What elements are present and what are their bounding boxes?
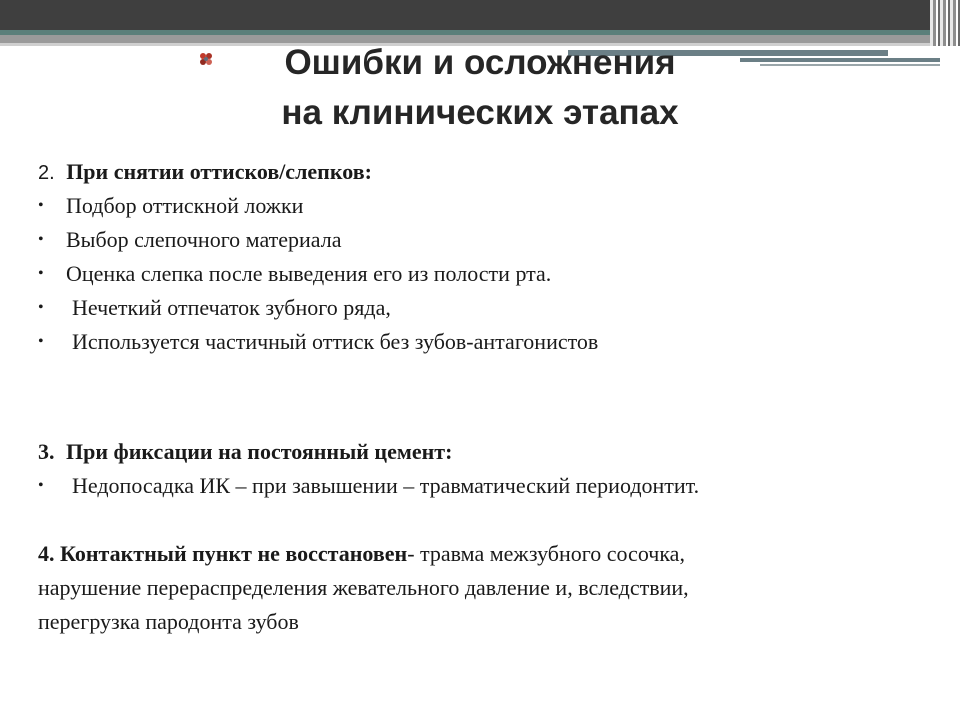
section-number: 2. xyxy=(38,162,55,184)
slide-body xyxy=(38,155,938,639)
section-number: 3. xyxy=(38,439,55,464)
section-text-line: перегрузка пародонта зубов xyxy=(38,609,299,634)
title-line-2: на клинических этапах xyxy=(281,93,679,132)
list-item xyxy=(38,189,938,223)
section-heading: При снятии оттисков/слепков: xyxy=(66,159,372,184)
list-item xyxy=(38,325,938,359)
section-text-line: нарушение перераспределения жевательного давление и, вследствии, xyxy=(38,575,689,600)
section-2-heading xyxy=(38,155,938,189)
list-item xyxy=(38,469,938,503)
bullet-icon: • xyxy=(38,197,44,214)
section-heading: При фиксации на постоянный цемент: xyxy=(66,439,453,464)
title-line-1: Ошибки и осложнения xyxy=(284,43,676,82)
list-item-text: Подбор оттискной ложки xyxy=(66,193,304,218)
list-item-text: Недопосадка ИК – при завышении – травматический периодонтит. xyxy=(72,473,700,498)
bullet-icon: • xyxy=(38,477,44,494)
bullet-icon: • xyxy=(38,299,44,316)
section-text: - травма межзубного сосочка, xyxy=(407,541,685,566)
section-heading: 4. Контактный пункт не восстановен xyxy=(38,541,408,566)
list-item xyxy=(38,223,938,257)
spacer xyxy=(38,503,938,537)
list-item-text: Используется частичный оттиск без зубов-антагонистов xyxy=(72,329,599,354)
bullet-icon: • xyxy=(38,231,44,248)
list-item-text: Оценка слепка после выведения его из полости рта. xyxy=(66,261,552,286)
section-3-heading xyxy=(38,435,938,469)
bullet-icon: • xyxy=(38,265,44,282)
section-4-heading xyxy=(38,537,938,571)
list-item-text: Выбор слепочного материала xyxy=(66,227,342,252)
list-item-text: Нечеткий отпечаток зубного ряда, xyxy=(72,295,391,320)
list-item xyxy=(38,257,938,291)
list-item xyxy=(38,291,938,325)
page-title xyxy=(0,38,960,138)
top-band xyxy=(0,0,960,30)
spacer xyxy=(38,359,938,435)
bullet-icon: • xyxy=(38,333,44,350)
